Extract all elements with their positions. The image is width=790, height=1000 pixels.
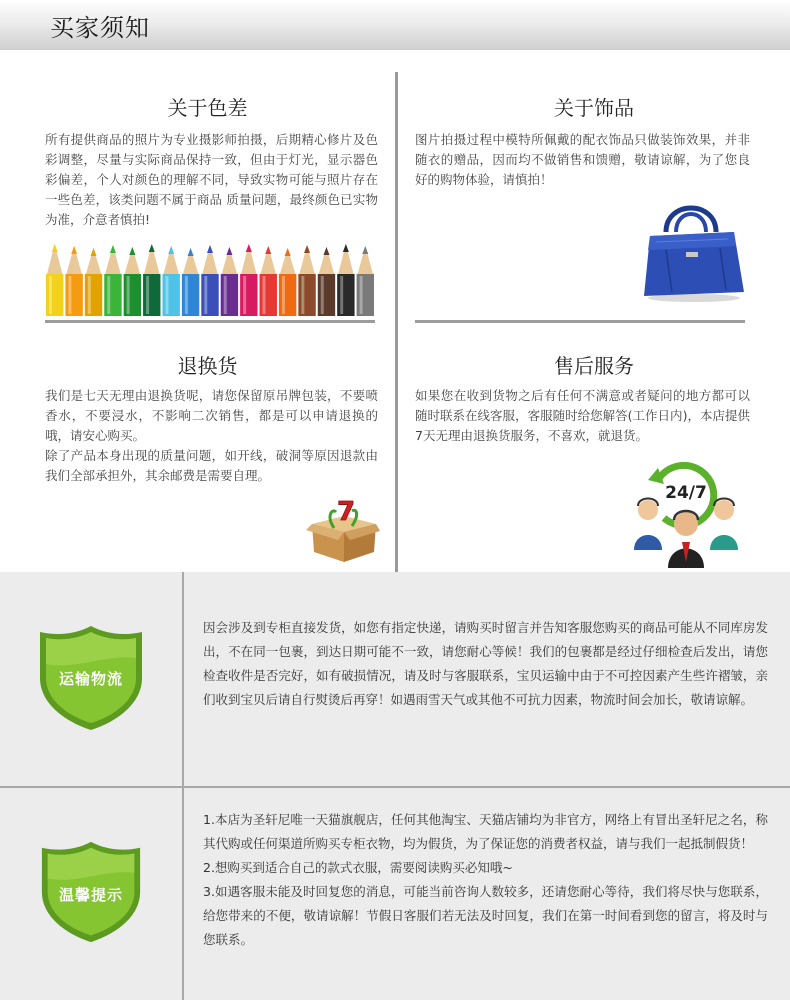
customer-service-24-7-image (624, 446, 748, 570)
pencil-body (298, 274, 315, 316)
shield-label: 运输物流 (58, 670, 123, 688)
pencil-body (279, 274, 296, 316)
section-body: 如果您在收到货物之后有任何不满意或者疑问的地方都可以随时联系在线客服，客服随时给您解答(工作日内)，本店提供7天无理由退换货服务，不喜欢，就退货。 (415, 388, 750, 443)
pencil-body (46, 274, 63, 316)
pencil-shine (49, 276, 52, 314)
pencil-shine (321, 276, 324, 314)
tips-shield (38, 840, 144, 944)
pencil-shine (282, 276, 285, 314)
pencil-shine (165, 276, 168, 314)
tips-item-2: 2.想购买到适合自己的款式衣服，需要阅读购买必知哦~ (203, 860, 513, 875)
pencil-body (318, 274, 335, 316)
returns-paragraph-2: 除了产品本身出现的质量问题，如开线，破洞等原因退款由我们全部承担外，其余邮费是需要自理。 (45, 448, 378, 483)
section-title: 售后服务 (554, 354, 634, 378)
badge-24-7: 24/7 (665, 483, 707, 503)
pencil-shine (185, 276, 188, 314)
pencil-lead (207, 245, 213, 253)
pencil-shine (88, 276, 91, 314)
pencil-lead (285, 248, 291, 256)
pencil-lead (129, 247, 135, 255)
pencil-shine (340, 276, 343, 314)
pencil-body (201, 274, 218, 316)
returns-paragraph-1: 我们是七天无理由退换货呢，请您保留原吊牌包装，不要喷香水，不要浸水，不影响二次销售，都是可以申请退换的哦，请安心购买。 (45, 388, 378, 443)
pencil-body (162, 274, 179, 316)
pencil-body (85, 274, 102, 316)
pencil-body (143, 274, 160, 316)
tips-item-3: 3.如遇客服未能及时回复您的消息，可能当前咨询人数较多，还请您耐心等待，我们将尽快与您联系，给您带来的不便，敬请谅解！节假日客服们若无法及时回复，我们在第一时间看到您的留言，将及时与您联系。 (203, 884, 768, 947)
pencil-body (124, 274, 141, 316)
pencil-shine (146, 276, 149, 314)
pencil-lead (323, 247, 329, 255)
pencil-lead (226, 247, 232, 255)
pencil-lead (343, 244, 349, 252)
gift-box-7-image (306, 498, 380, 564)
pencil-shine (243, 276, 246, 314)
section-underline (45, 320, 375, 323)
tips-band (0, 788, 790, 1000)
pencil-body (104, 274, 121, 316)
pencil-lead (304, 245, 310, 253)
pencil-body (65, 274, 82, 316)
pencil-lead (265, 246, 271, 254)
section-title: 关于饰品 (554, 96, 634, 120)
tips-text (203, 808, 768, 952)
pencil-shine (360, 276, 363, 314)
pencil-shine (204, 276, 207, 314)
pencil-lead (91, 248, 97, 256)
section-body: 图片拍摄过程中模特所佩戴的配衣饰品只做装饰效果，并非随衣的赠品，因而均不做销售和馈赠，敬请谅解，为了您良好的购物体验，请慎拍！ (415, 132, 750, 187)
pencil-shine (107, 276, 110, 314)
pencil-shine (263, 276, 266, 314)
pencil-lead (168, 246, 174, 254)
colored-pencils-image (45, 240, 375, 318)
section-body: 所有提供商品的照片为专业摄影师拍摄，后期精心修片及色彩调整，尽量与实际商品保持一致，但由于灯光，显示器色彩偏差，个人对颜色的理解不同，导致实物可能与照片存在一些色差，该类问题不属于商品 质量问题，最终颜色已实物为准，介意者慎拍! (45, 132, 378, 227)
shield-label: 温馨提示 (58, 886, 123, 904)
pencil-body (357, 274, 374, 316)
box-number: 7 (336, 498, 356, 527)
pencil-lead (52, 244, 58, 252)
band-divider (182, 788, 184, 1000)
logistics-shield (36, 624, 146, 732)
pencil-body (221, 274, 238, 316)
pencil-lead (71, 246, 77, 254)
page-title: 买家须知 (50, 14, 150, 42)
handbag-image (636, 192, 748, 304)
section-title: 关于色差 (167, 96, 248, 120)
pencil-shine (127, 276, 130, 314)
pencil-lead (110, 245, 116, 253)
section-title: 退换货 (177, 354, 238, 378)
pencil-body (182, 274, 199, 316)
logistics-band (0, 572, 790, 786)
pencil-body (337, 274, 354, 316)
pencil-lead (362, 246, 368, 254)
pencil-shine (68, 276, 71, 314)
logistics-text: 因会涉及到专柜直接发货，如您有指定快递，请购买时留言并告知客服您购买的商品可能从不同库房发出，不在同一包裹，到达日期可能不一致，请您耐心等候！我们的包裹都是经过仔细检查后发出，请您检查收件是否完好，如有破损情况，请及时与客服联系，宝贝运输中由于不可控因素产生些许褶皱，亲们收到宝贝后请自行熨烫后再穿！如遇雨雪天气或其他不可抗力因素，物流时间会加长，敬请谅解。 (203, 620, 768, 707)
pencil-body (260, 274, 277, 316)
pencil-lead (188, 248, 194, 256)
pencil-shine (224, 276, 227, 314)
pencil-lead (149, 244, 155, 252)
pencil-shine (301, 276, 304, 314)
pencil-lead (246, 244, 252, 252)
pencil-body (240, 274, 257, 316)
section-underline (415, 320, 745, 323)
band-divider (182, 572, 184, 786)
section-body (45, 386, 378, 486)
tips-item-1: 1.本店为圣轩尼唯一天猫旗舰店，任何其他淘宝、天猫店铺均为非官方，网络上有冒出圣轩尼之名，称其代购或任何渠道所购买专柜衣物，均为假货，为了保证您的消费者权益，请与我们一起抵制假货！ (203, 812, 768, 851)
